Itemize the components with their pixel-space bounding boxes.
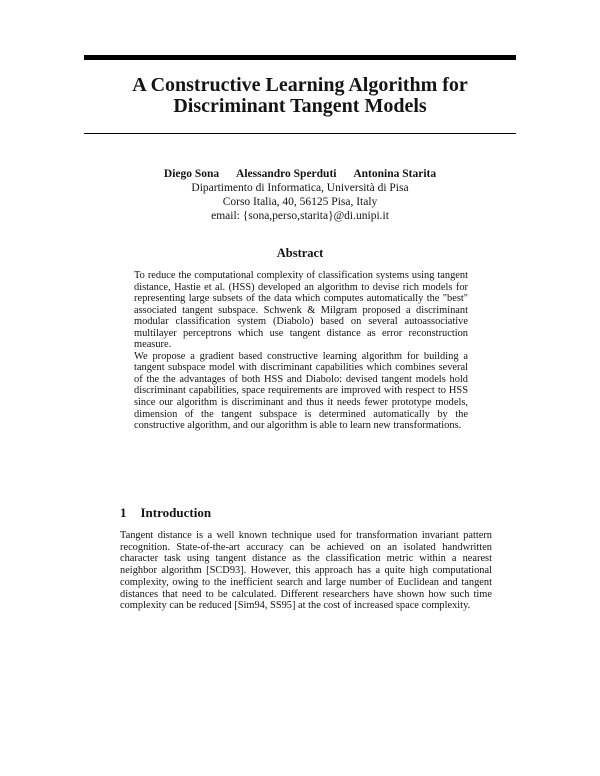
address: Corso Italia, 40, 56125 Pisa, Italy (222, 196, 378, 208)
title-line-2: Discriminant Tangent Models (173, 95, 427, 117)
introduction-paragraph: Tangent distance is a well known technique used for transformation invariant pattern recognition. State-of-the-art accuracy can be achieved on an isolated handwritten character task using tangent distance as the classification metric within a nearest neighbor algorithm [SCD93]. However, this approach has a quite high computational complexity, owing to the inefficient search and large number of Euclidean and tangent distances that need to be calculated. Different researchers have shown how such time complexity can be reduced [Sim94, SS95] at the cost of increased space complexity. (120, 530, 492, 612)
section-title: Introduction (140, 505, 212, 520)
abstract-paragraph-2: We propose a gradient based constructive learning algorithm for building a tangent subspace model with discriminant capabilities which combines several of the the advantages of both HSS and Diabolo: devised tangent models hold discriminant capabilities, space requirements are improved with respect to HSS since our algorithm is discriminant and thus it needs fewer prototype models, dimension of the tangent subspace is determined automatically by the constructive algorithm, and our algorithm is able to learn new transformations. (134, 350, 468, 432)
title-top-rule (84, 55, 516, 60)
affiliation: Dipartimento di Informatica, Università di Pisa (191, 182, 409, 194)
section-number: 1 (120, 505, 127, 520)
introduction-body (120, 530, 492, 612)
abstract-heading: Abstract (276, 246, 324, 260)
title-bottom-rule (84, 133, 516, 134)
author-name: Antonina Starita (353, 168, 437, 180)
email: email: {sona,perso,starita}@di.unipi.it (211, 210, 389, 222)
title-line-1: A Constructive Learning Algorithm for (132, 74, 468, 96)
abstract-body (134, 270, 468, 432)
author-block (84, 167, 516, 223)
abstract-paragraph-1: To reduce the computational complexity of classification systems using tangent distance, Hastie et al. (HSS) developed an algorithm to devise rich models for representing large subsets of the data which computes automatically the "best" associated tangent subspace. Schwenk & Milgram proposed a discriminant modular classification system (Diabolo) based on several autoassociative multilayer perceptrons which use tangent distance as error reconstruction measure. (134, 270, 468, 351)
paper-title (84, 75, 516, 117)
section-heading (120, 505, 211, 521)
author-name: Alessandro Sperduti (236, 168, 337, 180)
author-names (84, 167, 516, 181)
author-name: Diego Sona (163, 168, 220, 180)
